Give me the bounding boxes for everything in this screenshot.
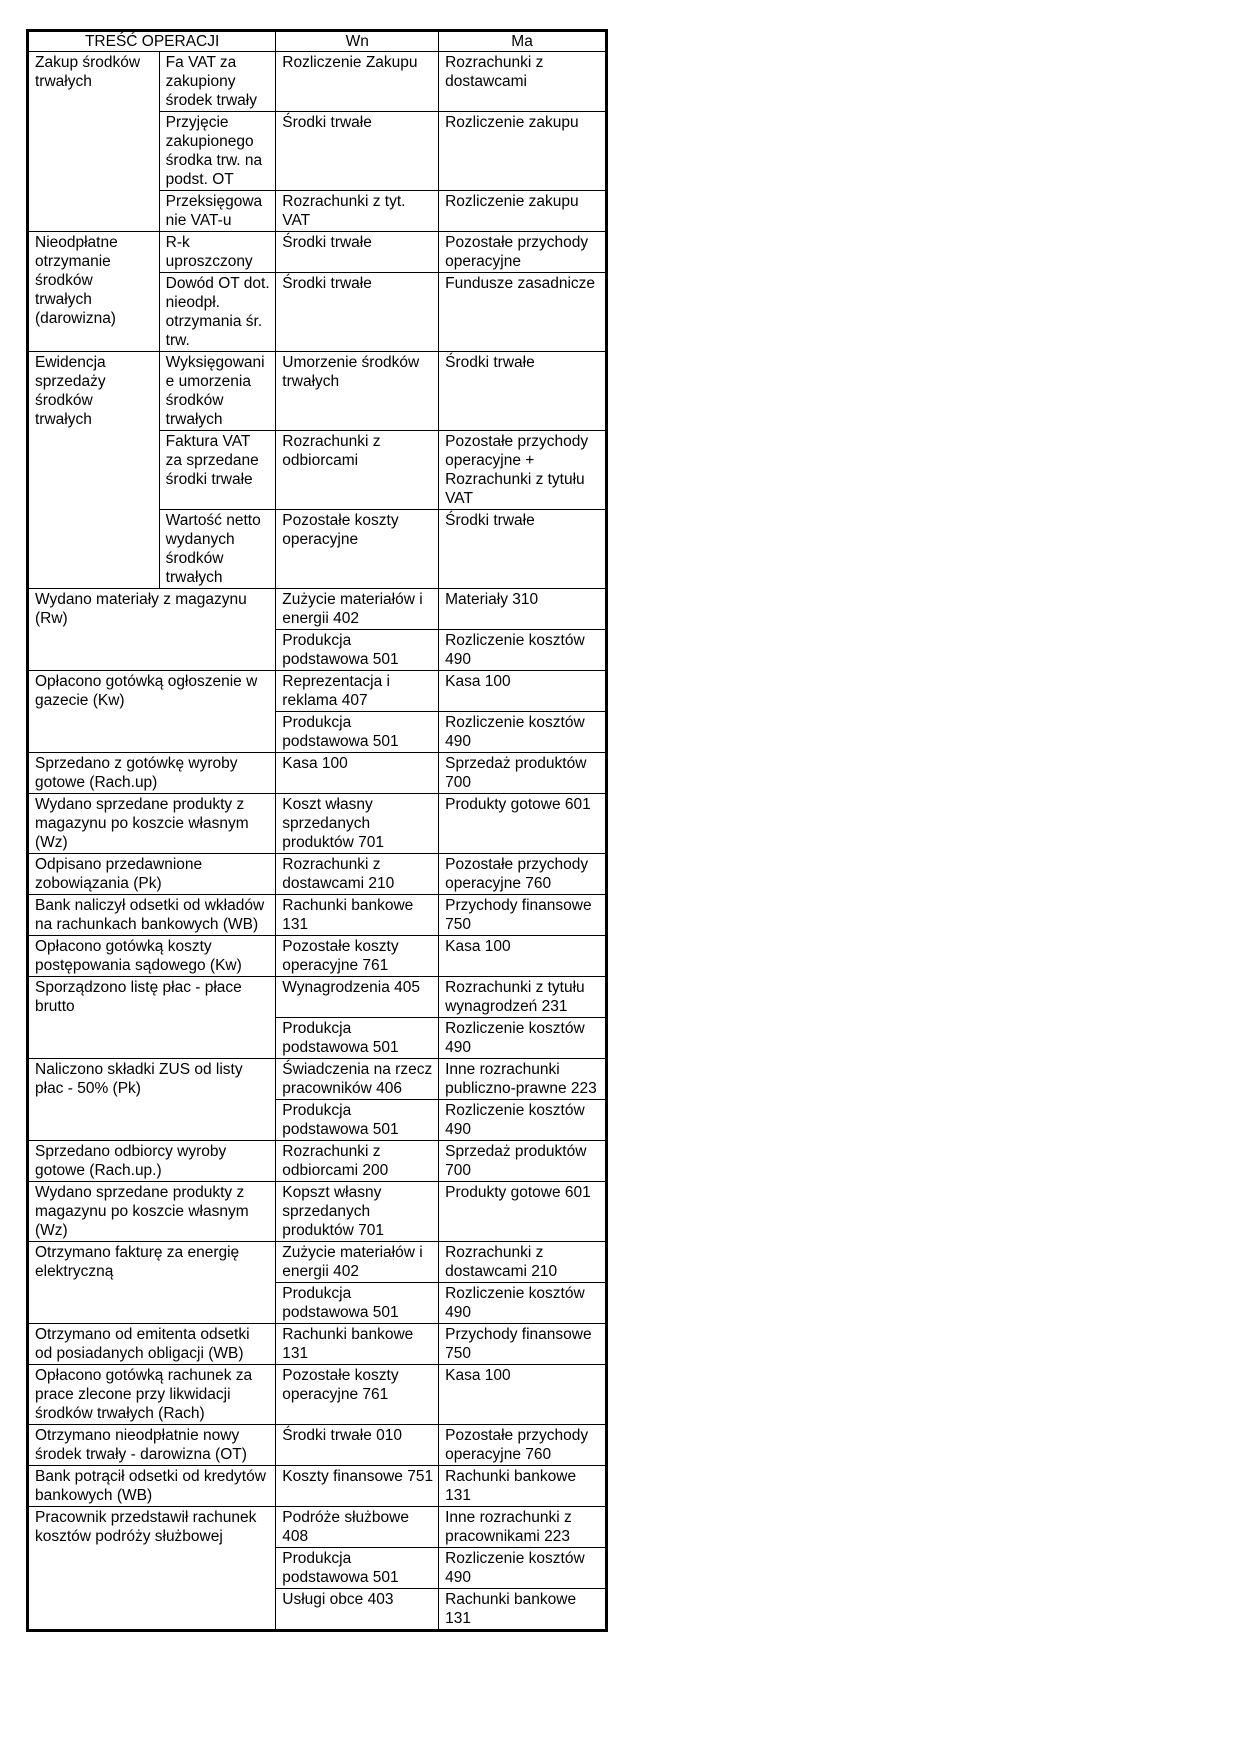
table-row <box>28 1141 607 1182</box>
header-ma: Ma <box>439 31 607 52</box>
document-cell: Wyksięgowanie umorzenia środków trwałych <box>159 352 276 431</box>
operation-cell: Otrzymano fakturę za energię elektryczną <box>28 1242 276 1324</box>
table-row <box>28 232 607 273</box>
credit-cell: Rozliczenie kosztów 490 <box>439 1100 607 1141</box>
operation-cell: Nieodpłatne otrzymanie środków trwałych (darowizna) <box>28 232 160 352</box>
operation-cell: Sprzedano odbiorcy wyroby gotowe (Rach.up.) <box>28 1141 276 1182</box>
operation-cell: Bank potrącił odsetki od kredytów bankowych (WB) <box>28 1466 276 1507</box>
table-row <box>28 1242 607 1283</box>
table-row <box>28 1425 607 1466</box>
debit-cell: Koszty finansowe 751 <box>276 1466 439 1507</box>
credit-cell: Produkty gotowe 601 <box>439 1182 607 1242</box>
credit-cell: Sprzedaż produktów 700 <box>439 753 607 794</box>
credit-cell: Rozliczenie zakupu <box>439 112 607 191</box>
debit-cell: Umorzenie środków trwałych <box>276 352 439 431</box>
debit-cell: Produkcja podstawowa 501 <box>276 630 439 671</box>
operation-cell: Opłacono gotówką koszty postępowania sądowego (Kw) <box>28 936 276 977</box>
table-row <box>28 753 607 794</box>
debit-cell: Kasa 100 <box>276 753 439 794</box>
debit-cell: Produkcja podstawowa 501 <box>276 1018 439 1059</box>
debit-cell: Rozrachunki z tyt. VAT <box>276 191 439 232</box>
document-cell: Faktura VAT za sprzedane środki trwałe <box>159 431 276 510</box>
operation-cell: Bank naliczył odsetki od wkładów na rachunkach bankowych (WB) <box>28 895 276 936</box>
document-cell: R-k uproszczony <box>159 232 276 273</box>
credit-cell: Sprzedaż produktów 700 <box>439 1141 607 1182</box>
debit-cell: Środki trwałe <box>276 112 439 191</box>
credit-cell: Kasa 100 <box>439 936 607 977</box>
debit-cell: Kopszt własny sprzedanych produktów 701 <box>276 1182 439 1242</box>
table-row <box>28 977 607 1018</box>
credit-cell: Rozrachunki z tytułu wynagrodzeń 231 <box>439 977 607 1018</box>
credit-cell: Kasa 100 <box>439 1365 607 1425</box>
document-cell: Dowód OT dot. nieodpł. otrzymania śr. trw. <box>159 273 276 352</box>
document-cell: Przyjęcie zakupionego środka trw. na podst. OT <box>159 112 276 191</box>
document-cell: Wartość netto wydanych środków trwałych <box>159 510 276 589</box>
debit-cell: Produkcja podstawowa 501 <box>276 1548 439 1589</box>
header-row <box>28 31 607 52</box>
credit-cell: Pozostałe przychody operacyjne 760 <box>439 1425 607 1466</box>
header-wn: Wn <box>276 31 439 52</box>
operation-cell: Sporządzono listę płac - płace brutto <box>28 977 276 1059</box>
table-row <box>28 352 607 431</box>
credit-cell: Rozliczenie kosztów 490 <box>439 630 607 671</box>
table-row <box>28 671 607 712</box>
debit-cell: Produkcja podstawowa 501 <box>276 1100 439 1141</box>
debit-cell: Produkcja podstawowa 501 <box>276 712 439 753</box>
credit-cell: Pozostałe przychody operacyjne <box>439 232 607 273</box>
credit-cell: Pozostałe przychody operacyjne + Rozrachunki z tytułu VAT <box>439 431 607 510</box>
table-body <box>28 52 607 1631</box>
debit-cell: Produkcja podstawowa 501 <box>276 1283 439 1324</box>
operation-cell: Pracownik przedstawił rachunek kosztów podróży służbowej <box>28 1507 276 1631</box>
operation-cell: Zakup środków trwałych <box>28 52 160 232</box>
operation-cell: Wydano sprzedane produkty z magazynu po koszcie własnym (Wz) <box>28 794 276 854</box>
credit-cell: Przychody finansowe 750 <box>439 895 607 936</box>
debit-cell: Podróże służbowe 408 <box>276 1507 439 1548</box>
debit-cell: Środki trwałe <box>276 273 439 352</box>
operation-cell: Wydano sprzedane produkty z magazynu po koszcie własnym (Wz) <box>28 1182 276 1242</box>
credit-cell: Rachunki bankowe 131 <box>439 1466 607 1507</box>
debit-cell: Środki trwałe 010 <box>276 1425 439 1466</box>
debit-cell: Wynagrodzenia 405 <box>276 977 439 1018</box>
debit-cell: Rachunki bankowe 131 <box>276 895 439 936</box>
credit-cell: Materiały 310 <box>439 589 607 630</box>
accounting-table <box>26 29 608 1632</box>
debit-cell: Rozrachunki z dostawcami 210 <box>276 854 439 895</box>
debit-cell: Świadczenia na rzecz pracowników 406 <box>276 1059 439 1100</box>
debit-cell: Reprezentacja i reklama 407 <box>276 671 439 712</box>
credit-cell: Rozliczenie kosztów 490 <box>439 1548 607 1589</box>
credit-cell: Przychody finansowe 750 <box>439 1324 607 1365</box>
table-row <box>28 1059 607 1100</box>
operation-cell: Naliczono składki ZUS od listy płac - 50% (Pk) <box>28 1059 276 1141</box>
credit-cell: Inne rozrachunki publiczno-prawne 223 <box>439 1059 607 1100</box>
table-row <box>28 854 607 895</box>
operation-cell: Odpisano przedawnione zobowiązania (Pk) <box>28 854 276 895</box>
debit-cell: Rozrachunki z odbiorcami <box>276 431 439 510</box>
operation-cell: Otrzymano nieodpłatnie nowy środek trwały - darowizna (OT) <box>28 1425 276 1466</box>
credit-cell: Rozliczenie kosztów 490 <box>439 1018 607 1059</box>
credit-cell: Rozliczenie zakupu <box>439 191 607 232</box>
table-row <box>28 1182 607 1242</box>
table-row <box>28 1365 607 1425</box>
credit-cell: Rozrachunki z dostawcami <box>439 52 607 112</box>
debit-cell: Pozostałe koszty operacyjne 761 <box>276 1365 439 1425</box>
credit-cell: Produkty gotowe 601 <box>439 794 607 854</box>
credit-cell: Rozrachunki z dostawcami 210 <box>439 1242 607 1283</box>
table-row <box>28 895 607 936</box>
operation-cell: Opłacono gotówką ogłoszenie w gazecie (Kw) <box>28 671 276 753</box>
credit-cell: Kasa 100 <box>439 671 607 712</box>
operation-cell: Sprzedano z gotówkę wyroby gotowe (Rach.up) <box>28 753 276 794</box>
table-row <box>28 589 607 630</box>
credit-cell: Inne rozrachunki z pracownikami 223 <box>439 1507 607 1548</box>
table-row <box>28 794 607 854</box>
debit-cell: Środki trwałe <box>276 232 439 273</box>
credit-cell: Rachunki bankowe 131 <box>439 1589 607 1631</box>
debit-cell: Koszt własny sprzedanych produktów 701 <box>276 794 439 854</box>
table-row <box>28 1466 607 1507</box>
table-row <box>28 1507 607 1548</box>
debit-cell: Zużycie materiałów i energii 402 <box>276 1242 439 1283</box>
document-cell: Fa VAT za zakupiony środek trwały <box>159 52 276 112</box>
credit-cell: Środki trwałe <box>439 352 607 431</box>
table-row <box>28 936 607 977</box>
debit-cell: Zużycie materiałów i energii 402 <box>276 589 439 630</box>
operation-cell: Otrzymano od emitenta odsetki od posiadanych obligacji (WB) <box>28 1324 276 1365</box>
credit-cell: Rozliczenie kosztów 490 <box>439 1283 607 1324</box>
debit-cell: Usługi obce 403 <box>276 1589 439 1631</box>
header-operation: TREŚĆ OPERACJI <box>28 31 276 52</box>
table-row <box>28 52 607 112</box>
table-row <box>28 1324 607 1365</box>
debit-cell: Rozrachunki z odbiorcami 200 <box>276 1141 439 1182</box>
operation-cell: Wydano materiały z magazynu (Rw) <box>28 589 276 671</box>
credit-cell: Środki trwałe <box>439 510 607 589</box>
credit-cell: Pozostałe przychody operacyjne 760 <box>439 854 607 895</box>
debit-cell: Pozostałe koszty operacyjne 761 <box>276 936 439 977</box>
debit-cell: Rozliczenie Zakupu <box>276 52 439 112</box>
debit-cell: Pozostałe koszty operacyjne <box>276 510 439 589</box>
credit-cell: Rozliczenie kosztów 490 <box>439 712 607 753</box>
document-cell: Przeksięgowanie VAT-u <box>159 191 276 232</box>
credit-cell: Fundusze zasadnicze <box>439 273 607 352</box>
operation-cell: Opłacono gotówką rachunek za prace zlecone przy likwidacji środków trwałych (Rach) <box>28 1365 276 1425</box>
debit-cell: Rachunki bankowe 131 <box>276 1324 439 1365</box>
operation-cell: Ewidencja sprzedaży środków trwałych <box>28 352 160 589</box>
